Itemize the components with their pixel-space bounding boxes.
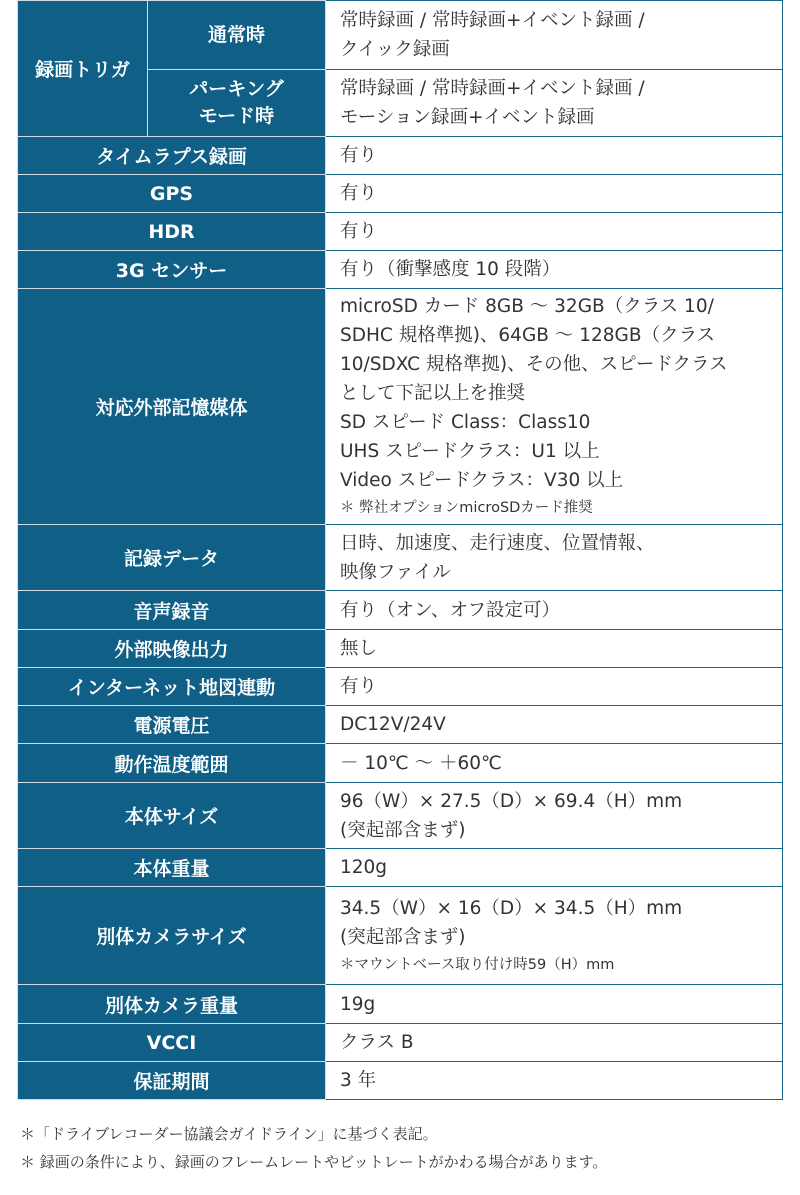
table-row xyxy=(18,630,783,668)
spec-label: 本体重量 xyxy=(18,849,326,887)
spec-label: 別体カメラサイズ xyxy=(18,887,326,985)
spec-label: HDR xyxy=(18,213,326,251)
value-line: 120g xyxy=(340,857,388,878)
value-line: 3 年 xyxy=(340,1070,377,1091)
footnote-2: ＊ 録画の条件により、録画のフレームレートやビットレートがかわる場合があります。 xyxy=(20,1153,608,1171)
spec-label: 通常時 xyxy=(148,1,326,70)
spec-label: タイムラプス録画 xyxy=(18,137,326,175)
table-row xyxy=(18,137,783,175)
value-line: (突起部含まず) xyxy=(340,926,466,948)
value-line: クイック録画 xyxy=(340,39,450,60)
table-row xyxy=(18,1062,783,1100)
value-line: クラス B xyxy=(340,1032,414,1053)
value-line: 有り xyxy=(340,676,378,697)
spec-label: 保証期間 xyxy=(18,1062,326,1100)
value-line: － 10℃ ～ ＋60℃ xyxy=(340,752,502,774)
value-line: 有り（衝撃感度 10 段階） xyxy=(340,259,561,280)
spec-value xyxy=(326,744,783,783)
spec-value xyxy=(326,137,783,175)
table-row xyxy=(18,213,783,251)
value-line: 有り xyxy=(340,221,378,242)
spec-value xyxy=(326,1024,783,1062)
value-line: モーション録画+イベント録画 xyxy=(340,107,595,128)
spec-label: GPS xyxy=(18,175,326,213)
spec-table xyxy=(17,0,783,1100)
value-line: 有り（オン、オフ設定可） xyxy=(340,599,560,621)
spec-label: 録画トリガ xyxy=(18,1,148,137)
spec-label: パーキング モード時 xyxy=(148,70,326,137)
table-row xyxy=(18,744,783,783)
value-line: として下記以上を推奨 xyxy=(340,383,526,404)
value-line: DC12V/24V xyxy=(340,714,446,735)
spec-value xyxy=(326,175,783,213)
spec-value xyxy=(326,630,783,668)
spec-value xyxy=(326,1062,783,1100)
spec-label: 別体カメラ重量 xyxy=(18,985,326,1024)
spec-value xyxy=(326,783,783,849)
spec-value xyxy=(326,70,783,137)
table-row xyxy=(18,668,783,706)
spec-value xyxy=(326,213,783,251)
table-row xyxy=(18,706,783,744)
value-line: 映像ファイル xyxy=(340,561,451,583)
value-line: 無し xyxy=(340,638,378,659)
table-row xyxy=(18,591,783,630)
table-row xyxy=(18,849,783,887)
value-line: SDHC 規格準拠)、64GB ～ 128GB（クラス xyxy=(340,325,716,346)
value-line: 34.5（W）× 16（D）× 34.5（H）mm xyxy=(340,897,683,919)
spec-value xyxy=(326,985,783,1024)
spec-label: インターネット地図連動 xyxy=(18,668,326,706)
spec-label: 外部映像出力 xyxy=(18,630,326,668)
value-line: 日時、加速度、走行速度、位置情報、 xyxy=(340,532,655,554)
value-line: SD スピード Class：Class10 xyxy=(340,412,591,433)
value-line: Video スピードクラス：V30 以上 xyxy=(340,470,624,491)
value-line: 10/SDXC 規格準拠)、その他、スピードクラス xyxy=(340,354,728,375)
table-row xyxy=(18,289,783,525)
value-line: 有り xyxy=(340,183,378,204)
value-line: 96（W）× 27.5（D）× 69.4（H）mm xyxy=(340,790,683,812)
spec-value xyxy=(326,668,783,706)
table-row xyxy=(18,525,783,591)
spec-label: 動作温度範囲 xyxy=(18,744,326,783)
table-row xyxy=(18,985,783,1024)
value-note: ＊ 弊社オプションmicroSDカード推奨 xyxy=(340,500,593,516)
spec-label: 記録データ xyxy=(18,525,326,591)
value-line: 常時録画 / 常時録画+イベント録画 / xyxy=(340,10,645,31)
value-line: 有り xyxy=(340,145,378,166)
spec-value xyxy=(326,706,783,744)
spec-value xyxy=(326,887,783,985)
table-row xyxy=(18,251,783,289)
value-line: microSD カード 8GB ～ 32GB（クラス 10/ xyxy=(340,296,714,317)
spec-label: VCCI xyxy=(18,1024,326,1062)
footnote-1: ＊「ドライブレコーダー協議会ガイドライン」に基づく表記。 xyxy=(20,1125,438,1143)
value-line: 19g xyxy=(340,993,376,1015)
value-line: 常時録画 / 常時録画+イベント録画 / xyxy=(340,78,645,99)
table-row xyxy=(18,887,783,985)
spec-value xyxy=(326,251,783,289)
spec-value xyxy=(326,591,783,630)
value-line: UHS スピードクラス：U1 以上 xyxy=(340,441,600,462)
spec-label: 電源電圧 xyxy=(18,706,326,744)
table-row xyxy=(18,175,783,213)
value-line: (突起部含まず) xyxy=(340,819,466,841)
spec-label: 対応外部記憶媒体 xyxy=(18,289,326,525)
table-row xyxy=(18,783,783,849)
spec-value xyxy=(326,525,783,591)
spec-label: 本体サイズ xyxy=(18,783,326,849)
value-note: ＊マウントベース取り付け時59（H）mm xyxy=(340,956,615,973)
spec-label: 3G センサー xyxy=(18,251,326,289)
spec-value xyxy=(326,1,783,70)
table-row xyxy=(18,1024,783,1062)
spec-value xyxy=(326,849,783,887)
spec-value xyxy=(326,289,783,525)
table-row xyxy=(18,1,783,70)
spec-label: 音声録音 xyxy=(18,591,326,630)
